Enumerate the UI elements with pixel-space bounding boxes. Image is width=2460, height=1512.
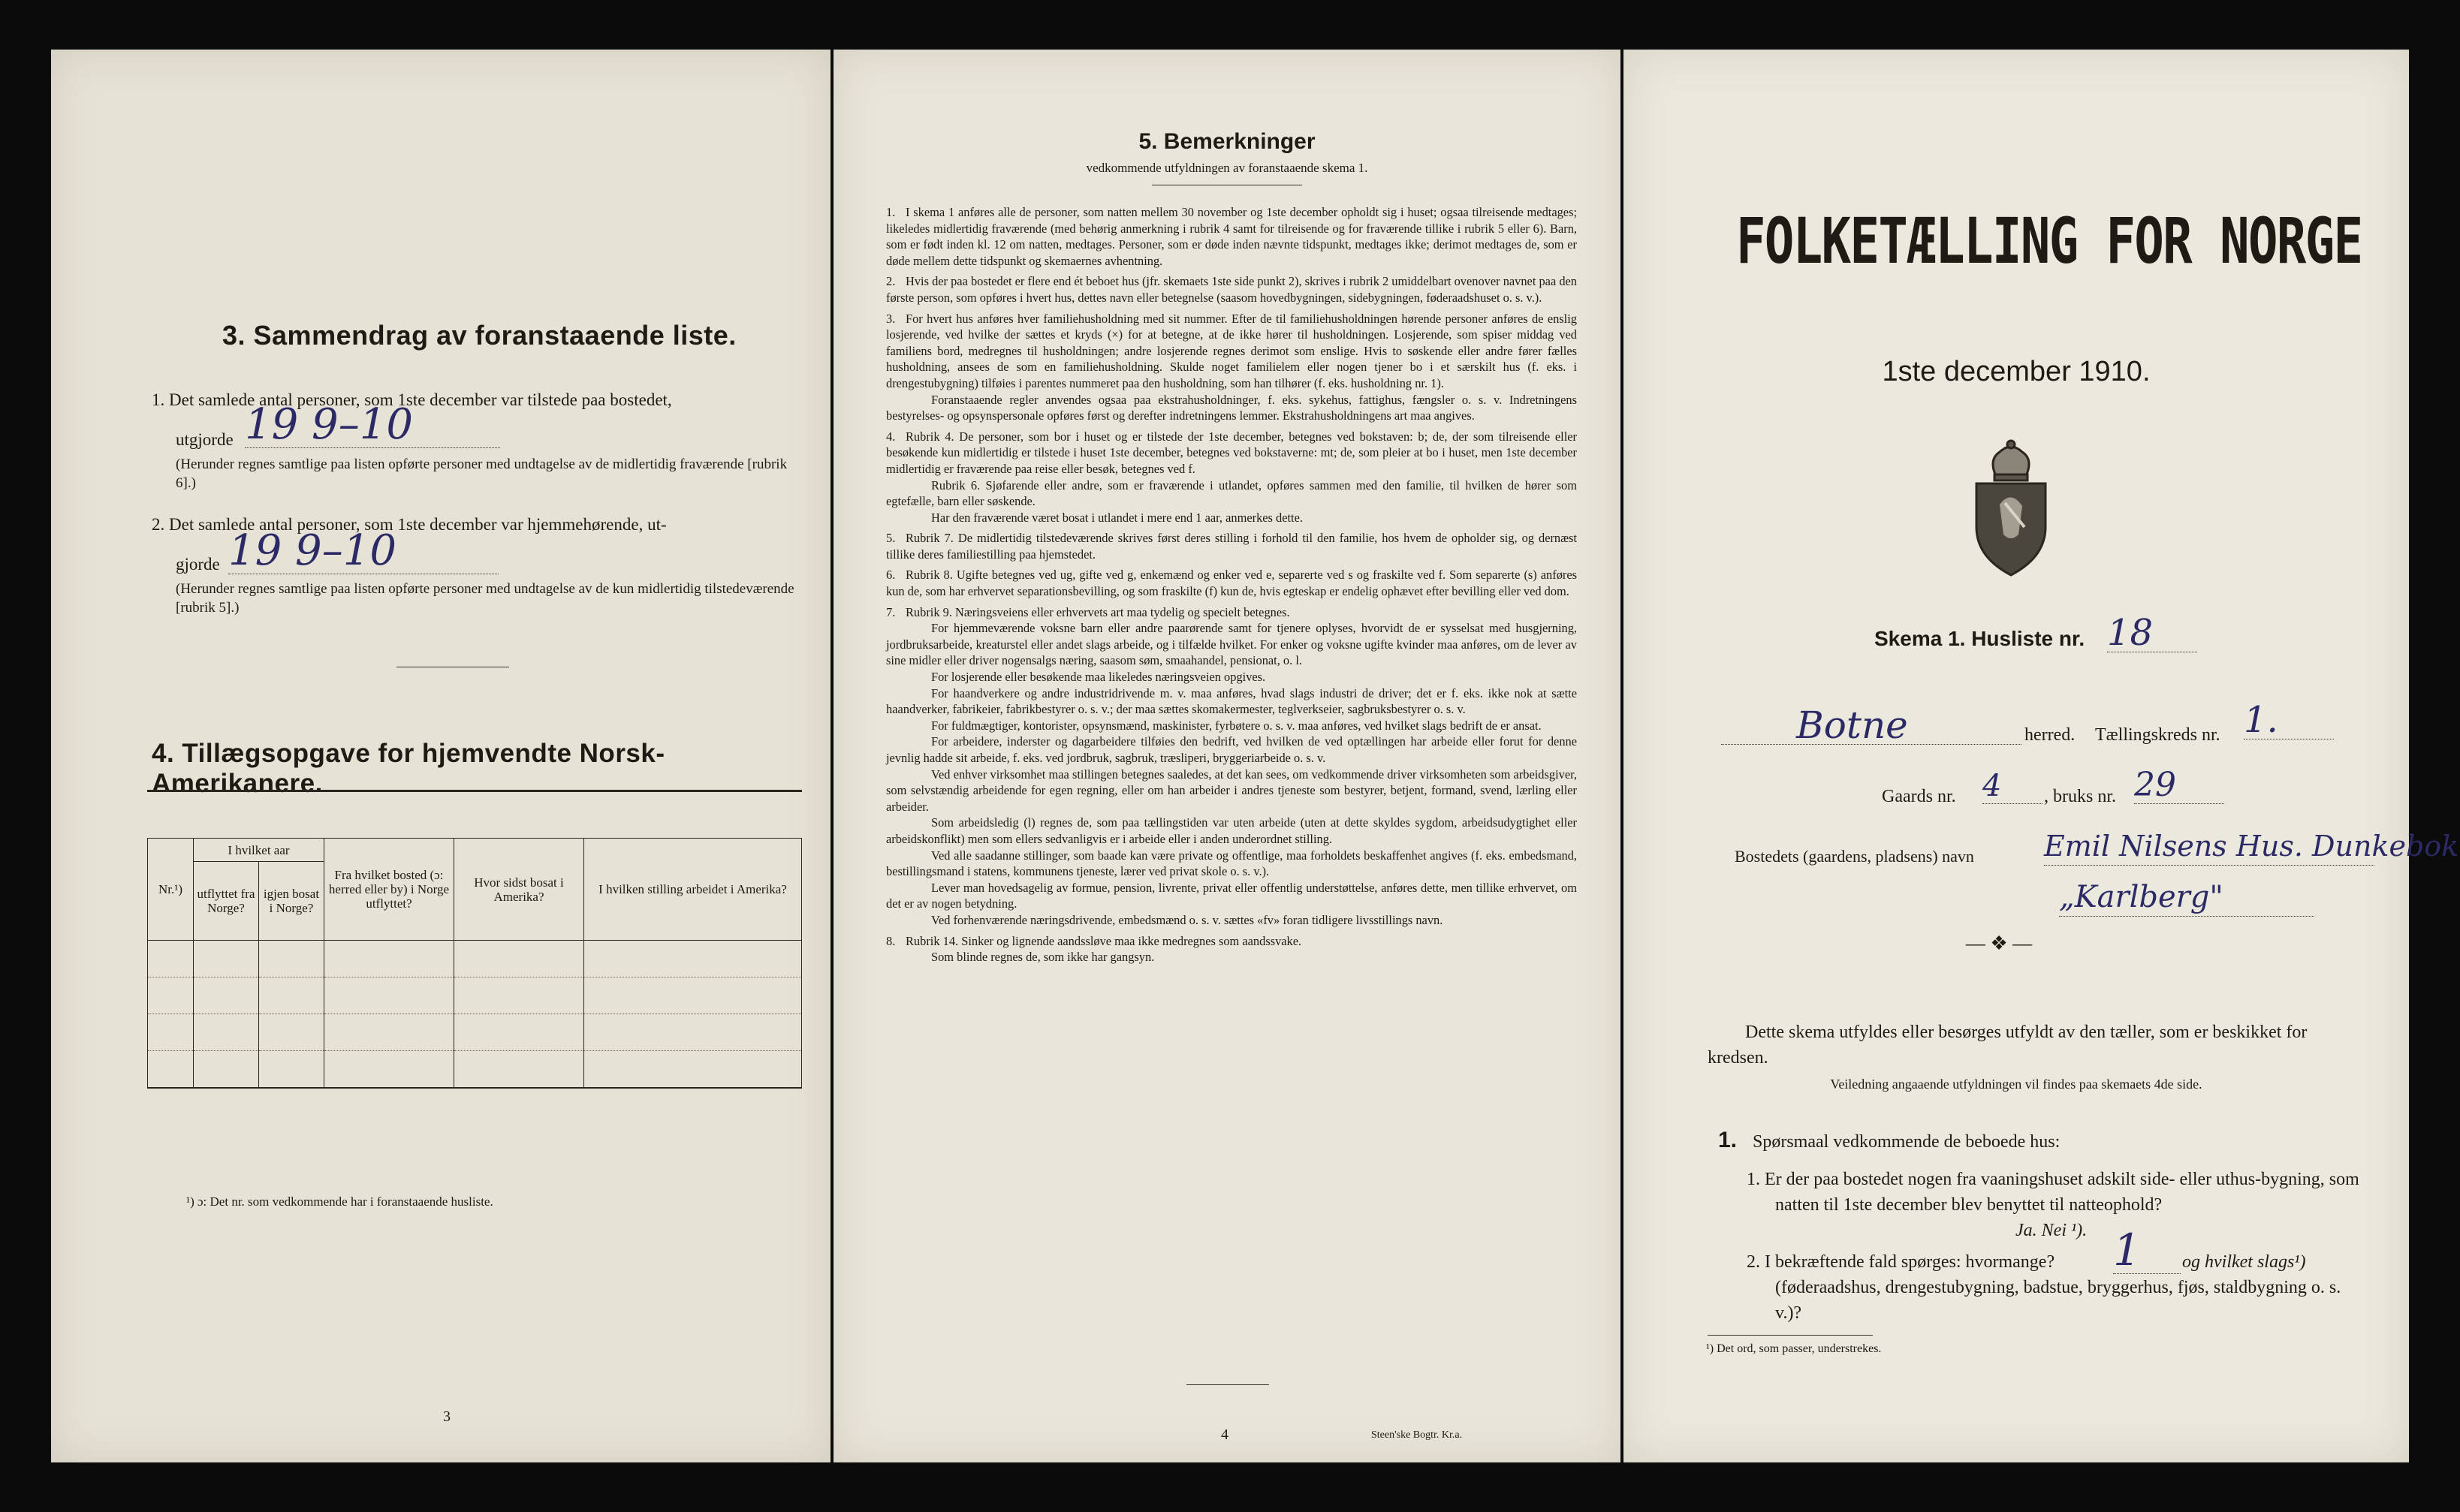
item1-label: utgjorde (176, 430, 234, 449)
bruks-label: , bruks nr. (2044, 787, 2116, 806)
section4-title: 4. Tillægsopgave for hjemvendte Norsk-Amerikanere. (152, 739, 665, 798)
end-rule (1186, 1384, 1269, 1385)
remark-7g: Som arbeidsledig (l) regnes de, som paa tællingstiden var uten arbeide (uten at dette skyldes sygdom, arbeidsudygtighet eller arbeidskonflikt) men som ellers sedvanligvis er i arbeide eller i anden underordnet stilling. (886, 815, 1577, 846)
remark-3b: Foranstaaende regler anvendes ogsaa paa ekstrahusholdninger, f. eks. sykehus, fattighus, fængsler o. s. v. Indretningens bestyrelses- og opsynspersonale opføres først og derefter indretningens lemmer. Ekstrahusholdningens art maa angives. (886, 392, 1577, 423)
remark-7i: Lever man hovedsagelig av formue, pension, livrente, privat eller offentlig understøttelse, anføres dette, men tillike erhvervet, om det er av nogen betydning. (886, 880, 1577, 911)
remark-7b: For losjerende eller besøkende maa likeledes næringsveien opgives. (931, 670, 1266, 685)
bosted-field[interactable]: Emil Nilsens Hus. Dunkebok (2044, 827, 2374, 866)
husliste-nr[interactable]: 18 (2107, 614, 2197, 652)
table-row (148, 941, 802, 977)
table-row (148, 977, 802, 1014)
item2-text: 2. Det samlede antal personer, som 1ste december var hjemmehørende, ut- (152, 515, 667, 534)
remark-8b: Som blinde regnes de, som ikke har gangsyn. (931, 950, 1155, 965)
remark-4c: Har den fraværende været bosat i utlandet i mere end 1 aar, anmerkes dette. (931, 510, 1303, 525)
herred-label: herred. (2024, 725, 2076, 745)
norsk-amerikanere-table (147, 838, 802, 1089)
herred-field[interactable]: Botne (1721, 706, 2021, 745)
question-2: 2. I bekræftende fald spørges: hvormange? (1747, 1252, 2055, 1272)
page-number: 4 (1221, 1426, 1228, 1443)
col-utflyttet: utflyttet fra Norge? (194, 862, 259, 941)
item1-note: (Herunder regnes samtlige paa listen opførte personer med undtagelse av de midlertidig fraværende [rubrik 6].) (176, 456, 788, 491)
kreds-label: Tællingskreds nr. (2095, 725, 2220, 745)
question-2-examples: (føderaadshus, drengestubygning, badstue, bryggerhus, fjøs, staldbygning o. s. v.)? (1775, 1278, 2341, 1323)
gaards-label: Gaards nr. (1882, 787, 1956, 806)
remark-7c: For haandverkere og andre industridrivende m. v. maa anføres, hvad slags industri de driver; det er f. eks. ikke nok at sætte haandverker, fabrikeier, fabrikbestyrer o. s. v.; der maa sættes skomakermester, teglverkseier, sagbruksbestyrer o. s. v. (886, 685, 1577, 717)
remarks-subtitle: vedkommende utfyldningen av foranstaaende skema 1. (1086, 161, 1368, 175)
remark-7d: For fuldmægtiger, kontorister, opsynsmænd, maskinister, fyrbøtere o. s. v. maa anføres, ved hvilket slags bedrift de er ansat. (931, 718, 1542, 733)
instructions: Dette skema utfyldes eller besørges utfyldt av den tæller, som er beskikket for kredsen. (1708, 1023, 2308, 1068)
remark-7f: Ved enhver virksomhet maa stillingen betegnes saaledes, at det kan sees, om vedkommende driver virksomheten som arbeidsgiver, som selvstændig arbeidende for egen regning, eller om han arbeider i andres tjeneste som bestyrer, betjent, formand, svend, lærling eller arbeider. (886, 767, 1577, 814)
question-heading-number: 1. (1718, 1128, 1738, 1152)
remark-7: Rubrik 9. Næringsveiens eller erhvervets art maa tydelig og specielt betegnes. (906, 604, 1290, 619)
footnote-rule (1708, 1335, 1873, 1336)
page-right (1623, 50, 2459, 1462)
remark-2: Hvis der paa bostedet er flere end ét beboet hus (jfr. skemaets 1ste side punkt 2), skrives i rubrik 2 umiddelbart ovenover navnet paa den første person, som opføres i hvert hus, dettes navn eller betegnelse (saasom hovedbygningen, sidebygningen, føderaadshuset o. s. v.). (886, 274, 1577, 305)
form-date: 1ste december 1910. (1882, 356, 2151, 387)
skema-label: Skema 1. Husliste nr. (1874, 627, 2085, 650)
bruks-field[interactable]: 29 (2134, 767, 2224, 804)
col-group-aar: I hvilket aar (194, 839, 324, 862)
remark-5: Rubrik 7. De midlertidig tilstedeværende skrives først deres stilling i forhold til den familie, hos hvem de opholder sig, og dernæst tillike deres familiestilling paa hjemstedet. (886, 531, 1577, 562)
remark-4b: Rubrik 6. Sjøfarende eller andre, som er fraværende i utlandet, opføres sammen med den familie, til hvilken de hører som egtefælle, barn eller søskende. (886, 477, 1577, 509)
remark-7h: Ved alle saadanne stillinger, som baade kan være private og offentlige, maa forholdets beskaffenhet angives (f. eks. embedsmand, bestillingsmand i statens, kommunens tjeneste, lærer ved privat skole o. s. v.). (886, 848, 1577, 879)
question-1-answer[interactable]: Ja. Nei ¹). (2015, 1221, 2088, 1240)
table-row (148, 1014, 802, 1051)
footnote: ¹) Det ord, som passer, understrekes. (1706, 1342, 1882, 1355)
item2-value[interactable]: 19 9–10 (228, 529, 499, 574)
col-bosat: Hvor sidst bosat i Amerika? (454, 839, 584, 941)
remark-3: For hvert hus anføres hver familiehusholdning med sit nummer. Efter de til familiehusholdningen hørende personer anføres de enslig losjerende, ved hvilke der sættes et kryds (×) for at betegne, at de ikke hører til husholdningen. Losjerende, som spiser middag ved familiens bord, medregnes til husholdningen; andre losjerende regnes derimot som enslige. Hvis to søskende eller andre fører fælles husholdning, ansees de som en familiehusholdning. Skulde noget familielem eller nogen tjener bo i et særskilt hus (f. eks. i drengestubygning) tilføies i parentes nummeret paa den husholdning, som han tilhører (f. eks. husholdning nr. 1). (886, 311, 1577, 390)
item2-label: gjorde (176, 555, 220, 574)
remarks-title: 5. Bemerkninger (1138, 129, 1316, 154)
item1-text: 1. Det samlede antal personer, som 1ste december var tilstede paa bostedet, (152, 390, 672, 409)
table-row (148, 1051, 802, 1089)
col-igjen: igjen bosat i Norge? (259, 862, 324, 941)
page-middle (834, 50, 1620, 1462)
remark-7e: For arbeidere, inderster og dagarbeidere tilføies den bedrift, ved hvilken de ved optællingen har arbeide eller forut for denne jevnlig hadde sit arbeide, f. eks. ved jordbruk, sagbruk, træsliperi, bryggeriarbeide o. s. v. (886, 734, 1577, 765)
remark-8: Rubrik 14. Sinker og lignende aandssløve maa ikke medregnes som aandssvake. (906, 933, 1302, 948)
page-number: 3 (443, 1408, 451, 1425)
remarks-body: 1. I skema 1 anføres alle de personer, som natten mellem 30 november og 1ste december opholdt sig i huset; ogsaa tilreisende medtages; likeledes midlertidig fraværende (med behørig anmerkning i rubrik 4 samt for tilreisende og for fraværende tillike i rubrik 5 eller 6). Barn, som er født inden kl. 12 om natten, medtages. Personer, som er døde inden nævnte tidspunkt, medtages ikke; derimot medtages de, som er døde mellem dette tidspunkt og skemaernes avhentning. 2. Hvis der paa bostedet er flere end ét beboet hus (jfr. skemaets 1ste side punkt 2), skrives i rubrik 2 umiddelbart ovenover navnet paa den første person, som opføres i hvert hus, dettes navn eller betegnelse (saasom hovedbygningen, sidebygningen, føderaadshuset o. s. v.). 3. For hvert hus anføres hver familiehusholdning med sit nummer. Efter de til familiehusholdningen hørende personer anføres de enslig losjerende, ved hvilke der sættes et kryds (×) for at betegne, at de ikke hører til husholdningen. Losjerende, som spiser middag ved familiens bord, medregnes til husholdningen; andre losjerende regnes derimot som enslige. Hvis to søskende eller andre fører fælles husholdning, ansees de som en familiehusholdning. Skulde noget familielem eller nogen tjener bo i et særskilt hus (f. eks. i drengestubygning) tilføies i parentes nummeret paa den husholdning, som han tilhører (f. eks. husholdning nr. 1). Foranstaaende regler anvendes ogsaa paa ekstrahusholdninger, f. eks. sykehus, fattighus, fængsler o. s. v. Indretningens bestyrelses- og opsynspersonale opføres først og derefter indretningens lemmer. Ekstrahusholdningens art maa angives. 4. Rubrik 4. De personer, som bor i huset og er tilstede der 1ste december, betegnes ved bokstaven: b; de, der som tilreisende eller besøkende kun midlertidig er tilstede i huset 1ste december, betegnes ved bokstaverne: mt; de, som pleier at bo i huset, men 1ste december midlertidig er fraværende paa reise eller besøk, betegnes ved f. Rubrik 6. Sjøfarende eller andre, som er fraværende i utlandet, opføres sammen med den familie, til hvilken de hører som egtefælle, barn eller søskende. Har den fraværende været bosat i utlandet i mere end 1 aar, anmerkes dette. 5. Rubrik 7. De midlertidig tilstedeværende skrives først deres stilling i forhold til den familie, hos hvem de opholder sig, og dernæst tillike deres familiestilling paa hjemstedet. 6. Rubrik 8. Ugifte betegnes ved ug, gifte ved g, enkemænd og enker ved e, separerte ved s og fraskilte ved f. Som separerte (s) anføres kun de, som har erhvervet separationsbevilling, og som fraskilte (f) kun de, hvis egteskap er endelig ophævet efter bevilling eller ved dom. 7. Rubrik 9. Næringsveiens eller erhvervets art maa tydelig og specielt betegnes. For hjemmeværende voksne barn eller andre paarørende samt for tjenere oplyses, hvorvidt de er sysselsat med husgjerning, jordbruksarbeide, kreaturstel eller andet slags arbeide, og i tilfælde hvilket. For enker og voksne ugifte kvinder maa anføres, om de lever av sine midler eller driver nogensalgs næring, saasom søm, smaahandel, pensionat, o. l. For losjerende eller besøkende maa likeledes næringsveien opgives. For haandverkere og andre industridrivende m. v. maa anføres, hvad slags industri de driver; det er f. eks. ikke nok at sætte haandverker, fabrikeier, fabrikbestyrer o. s. v.; der maa sættes skomakermester, teglverkseier, sagbruksbestyrer o. s. v. For fuldmægtiger, kontorister, opsynsmænd, maskinister, fyrbøtere o. s. v. maa anføres, ved hvilket slags bedrift de er ansat. For arbeidere, inderster og dagarbeidere tilføies den bedrift, ved hvilken de ved optællingen har arbeide eller forut for denne jevnlig hadde sit arbeide, f. eks. ved jordbruk, sagbruk, træsliperi, bryggeriarbeide o. s. v. Ved enhver virksomhet maa stillingen betegnes saaledes, at det kan sees, om vedkommende driver virksomheten som arbeidsgiver, som selvstændig arbeidende for egen regning, eller om han arbeider i andres tjeneste som bestyrer, betjent, formand, svend, lærling eller arbeider. Som arbeidsledig (l) regnes de, som paa tællingstiden var uten arbeide (uten at dette skyldes sygdom, arbeidsudygtighet eller arbeidskonflikt) men som ellers sedvanligvis er i arbeide eller i anden underordnet stilling. Ved alle saadanne stillinger, som baade kan være private og offentlige, maa forholdets beskaffenhet angives (f. eks. embedsmand, bestillingsmand i statens, kommunens tjeneste, lærer ved privat skole o. s. v.). Lever man hovedsagelig av formue, pension, livrente, privat eller offentlig understøttelse, anføres dette, men tillike erhvervet, om det er av nogen betydning. Ved forhenværende næringsdrivende, embedsmænd o. s. v. sættes «fv» foran tidligere livsstillings navn. 8. Rubrik 14. Sinker og lignende aandssløve maa ikke medregnes som aandssvake. Som blinde regnes de, som ikke har gangsyn. (886, 205, 1577, 965)
remark-1: I skema 1 anføres alle de personer, som natten mellem 30 november og 1ste december opholdt sig i huset; ogsaa tilreisende medtages; likeledes midlertidig fraværende (med behørig anmerkning i rubrik 4 samt for tilreisende og for fraværende tillike i rubrik 5 eller 6). Barn, som er født inden kl. 12 om natten, medtages. Personer, som er døde inden nævnte tidspunkt, medtages ikke; derimot medtages de, som er døde mellem dette tidspunkt og skemaernes avhentning. (886, 205, 1577, 268)
table-top-rule (147, 790, 802, 792)
remark-6: Rubrik 8. Ugifte betegnes ved ug, gifte ved g, enkemænd og enker ved e, separerte ved s og fraskilte ved f. Som separerte (s) anføres kun de, som har erhvervet separationsbevilling, og som fraskilte (f) kun de, hvis egteskap er endelig ophævet efter bevilling eller ved dom. (886, 568, 1577, 599)
question-1: 1. Er der paa bostedet nogen fra vaaningshuset adskilt side- eller uthus-bygning, som natten til 1ste december blev benyttet til natteophold? (1747, 1170, 2359, 1215)
gaards-field[interactable]: 4 (1982, 769, 2042, 804)
col-nr: Nr.¹) (148, 839, 194, 941)
col-stilling: I hvilken stilling arbeidet i Amerika? (584, 839, 802, 941)
question-heading: Spørsmaal vedkommende de beboede hus: (1753, 1132, 2061, 1152)
coat-of-arms-icon (1966, 437, 2056, 580)
remark-7j: Ved forhenværende næringsdrivende, embedsmænd o. s. v. sættes «fv» foran tidligere livsstillings navn. (931, 912, 1443, 927)
bosted-label: Bostedets (gaardens, pladsens) navn (1735, 847, 1974, 866)
remark-4: Rubrik 4. De personer, som bor i huset og er tilstede der 1ste december, betegnes ved bokstaven: b; de, der som tilreisende eller besøkende kun midlertidig er tilstede i huset 1ste december, betegnes ved bokstaverne: mt; de, som pleier at bo i huset, men 1ste december midlertidig er fraværende paa reise eller besøk, betegnes ved f. (886, 429, 1577, 476)
printer-mark: Steen'ske Bogtr. Kr.a. (1371, 1429, 1463, 1441)
ornament-divider: — ❖ — (1965, 932, 2033, 954)
section3-title: 3. Sammendrag av foranstaaende liste. (222, 320, 737, 351)
form-title: FOLKETÆLLING FOR NORGE (1736, 204, 2362, 278)
remark-7a: For hjemmeværende voksne barn eller andre paarørende samt for tjenere oplyses, hvorvidt de er sysselsat med husgjerning, jordbruksarbeide, kreaturstel eller andet slags arbeide, og i tilfælde hvilket. For enker og voksne ugifte kvinder maa anføres, om de lever av sine midler eller driver nogensalgs næring, saasom søm, smaahandel, pensionat, o. l. (886, 621, 1577, 668)
page-left (51, 50, 831, 1462)
footnote: ¹) ɔ: Det nr. som vedkommende har i foranstaaende husliste. (186, 1194, 493, 1209)
bosted-field-2[interactable]: „Karlberg" (2059, 878, 2314, 917)
question-2-suffix: og hvilket slags¹) (2182, 1252, 2306, 1272)
kreds-field[interactable]: 1. (2244, 701, 2334, 739)
item2-note: (Herunder regnes samtlige paa listen opførte personer med undtagelse av de kun midlertidig tilstedeværende [rubrik 5].) (176, 581, 794, 616)
col-fra: Fra hvilket bosted (ɔ: herred eller by) i Norge utflyttet? (324, 839, 454, 941)
instructions-small: Veiledning angaaende utfyldningen vil findes paa skemaets 4de side. (1830, 1077, 2202, 1092)
question-2-field[interactable]: 1 (2113, 1227, 2181, 1274)
item1-value[interactable]: 19 9–10 (245, 402, 500, 448)
